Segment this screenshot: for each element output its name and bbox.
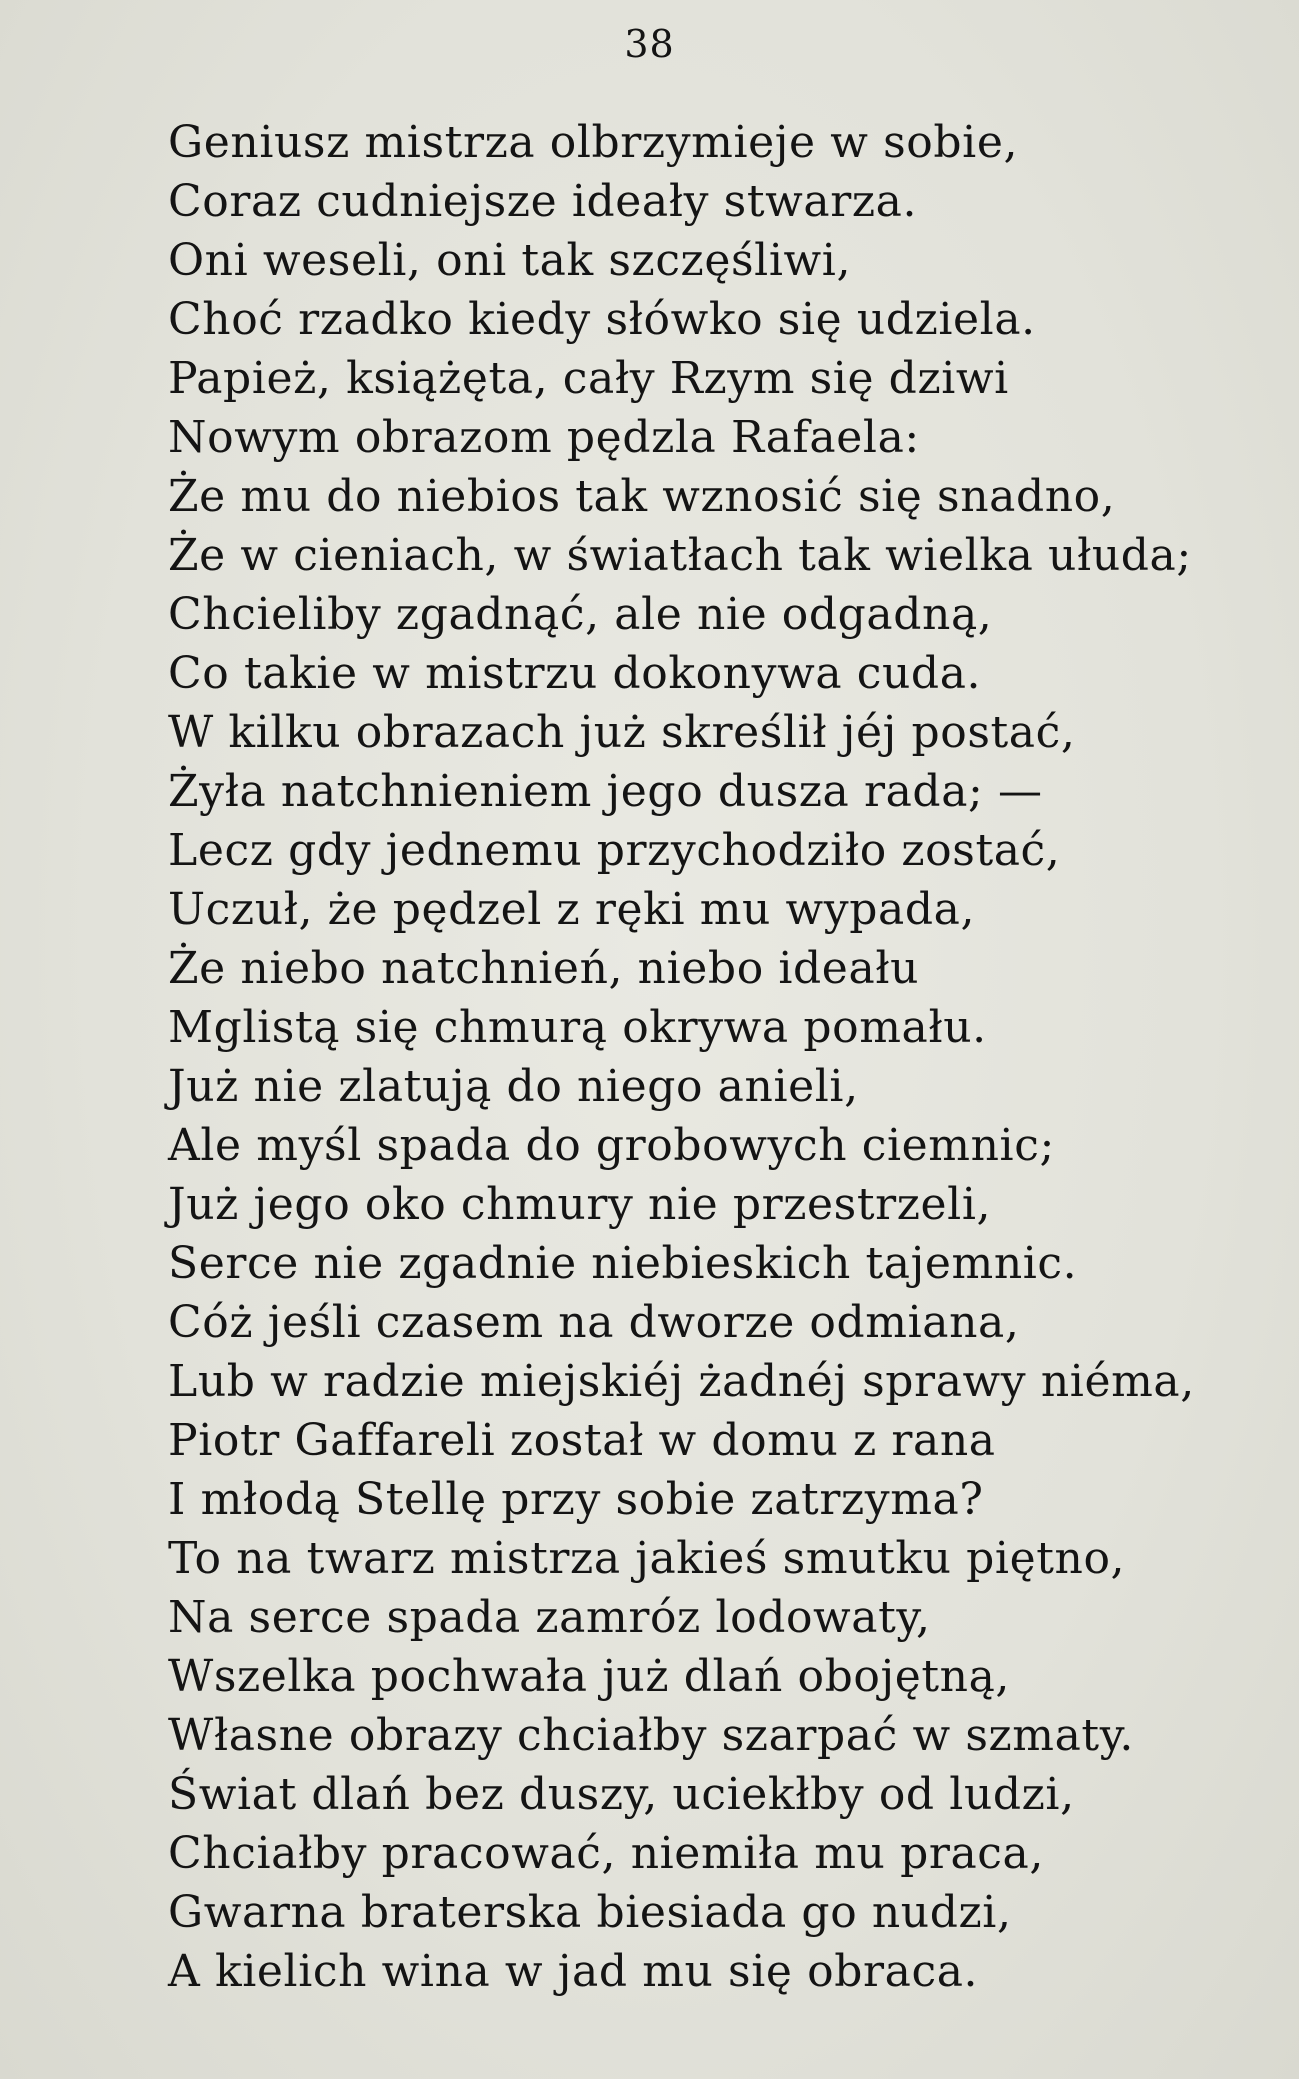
poem-line: Żyła natchnieniem jego dusza rada; — [168,766,1043,817]
poem-line: Że niebo natchnień, niebo ideału [168,943,920,994]
poem-line: Uczuł, że pędzel z ręki mu wypada, [168,884,976,935]
poem-line: Geniusz mistrza olbrzymieje w sobie, [168,117,1019,168]
poem-line: Własne obrazy chciałby szarpać w szmaty. [168,1710,1134,1761]
poem-line: Na serce spada zamróz lodowaty, [168,1592,931,1643]
poem-line: Serce nie zgadnie niebieskich tajemnic. [168,1238,1078,1289]
page-number: 38 [624,22,675,66]
poem-line: I młodą Stellę przy sobie zatrzyma? [168,1474,984,1525]
poem-line: Wszelka pochwała już dlań obojętną, [168,1651,1011,1702]
poem-line: Nowym obrazom pędzla Rafaela: [168,412,920,463]
poem-line: W kilku obrazach już skreślił jéj postać, [168,707,1076,758]
poem-line: Choć rzadko kiedy słówko się udziela. [168,294,1036,345]
poem-line: Papież, książęta, cały Rzym się dziwi [168,353,1009,404]
poem-line: Ale myśl spada do grobowych ciemnic; [168,1120,1055,1171]
poem-line: To na twarz mistrza jakieś smutku piętno, [168,1533,1126,1584]
poem-line: Cóż jeśli czasem na dworze odmiana, [168,1297,1020,1348]
poem-text [168,113,1248,2001]
poem-line: Już nie zlatują do niego anieli, [168,1061,859,1112]
poem-line: Coraz cudniejsze ideały stwarza. [168,176,918,227]
poem-line: Że mu do niebios tak wznosić się snadno, [168,471,1116,522]
poem-line: Co takie w mistrzu dokonywa cuda. [168,648,982,699]
poem-line: Świat dlań bez duszy, uciekłby od ludzi, [168,1769,1075,1820]
poem-line: Że w cieniach, w światłach tak wielka ułuda; [168,530,1192,581]
poem-line: Lecz gdy jednemu przychodziło zostać, [168,825,1061,876]
poem-line: Oni weseli, oni tak szczęśliwi, [168,235,852,286]
poem-line: Chciałby pracować, niemiła mu praca, [168,1828,1044,1879]
poem-line: Chcieliby zgadnąć, ale nie odgadną, [168,589,993,640]
poem-line: Mglistą się chmurą okrywa pomału. [168,1002,987,1053]
poem-line: Piotr Gaffareli został w domu z rana [168,1415,996,1466]
poem-line: Już jego oko chmury nie przestrzeli, [168,1179,992,1230]
poem-line: Lub w radzie miejskiéj żadnéj sprawy niéma, [168,1356,1195,1407]
poem-line: A kielich wina w jad mu się obraca. [168,1946,979,1997]
poem-line: Gwarna braterska biesiada go nudzi, [168,1887,1012,1938]
